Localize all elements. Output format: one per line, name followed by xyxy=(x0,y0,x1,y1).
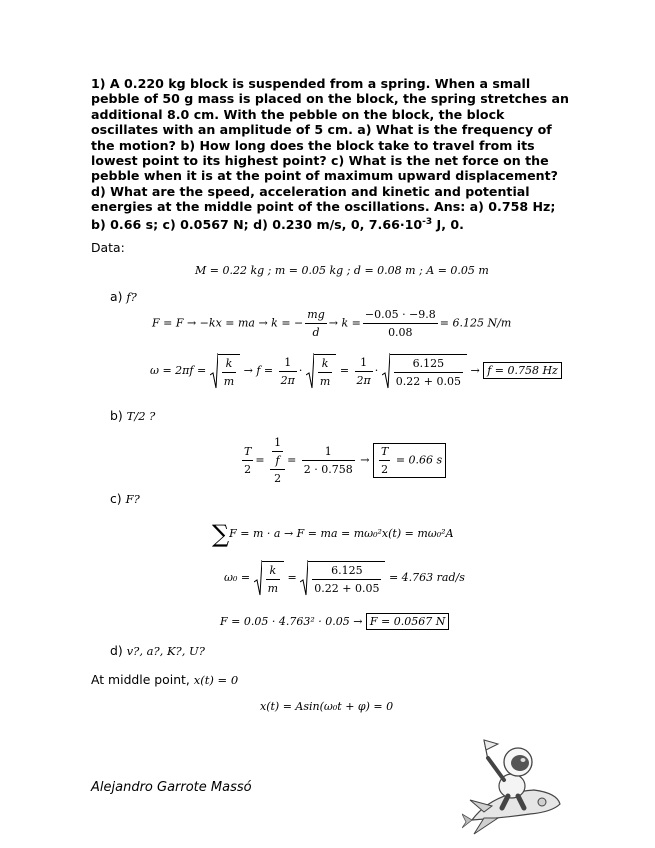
astronaut-rocket-illustration xyxy=(462,738,562,838)
problem-exponent: -3 xyxy=(422,216,433,227)
spring-constant-equation: F = F → −kx = ma → k = − $\frac{mg}{d}$ → k = $\frac{-0.05 \cdot -9.8}{0.08}$ = 6.125 N/m xyxy=(152,308,512,339)
part-b-label: b) T/2 ? xyxy=(110,408,156,423)
answer-half-period: $\frac{T}{2}$ = 0.66 s xyxy=(373,443,446,478)
problem-text: 1) A 0.220 kg block is suspended from a spring. When a small pebble of 50 g mass is placed on the block, the spring stretches an additional 8.0 cm. With the pebble on the block, the block oscillates with an amplitude of 5 cm. a) What is the frequency of the motion? b) How long does the block take to travel from its lowest point to its highest point? c) What is the net force on the pebble when it is at the point of maximum upward displacement? d) What are the speed, acceleration and kinetic and potential energies at the middle point of the oscillations. Ans: a) 0.758 Hz; b) 0.66 s; c) 0.0567 N; d) 0.230 m/s, 0, 7.66·10 xyxy=(91,76,569,232)
part-d-label: d) v?, a?, K?, U? xyxy=(110,643,205,658)
data-label: Data: xyxy=(91,240,125,255)
data-equation: M = 0.22 kg ; m = 0.05 kg ; d = 0.08 m ; A = 0.05 m xyxy=(195,264,489,277)
half-period-equation: $\frac{T}{2}$ = $\frac{\frac{1}{f}}{2}$ = $\frac{1}{2 \cdot 0.758}$ → $\frac{T}{2}$ = 0.66 s xyxy=(240,436,446,485)
author-signature: Alejandro Garrote Massó xyxy=(91,780,252,795)
problem-tail: J, 0. xyxy=(432,216,464,232)
force-calculation: F = 0.05 · 4.763² · 0.05 → F = 0.0567 N xyxy=(220,613,449,630)
position-equation: x(t) = Asin(ω₀t + φ) = 0 xyxy=(260,700,394,713)
net-force-equation: ∑F = m · a → F = ma = mω₀²x(t) = mω₀²A xyxy=(212,520,454,548)
part-a-label: a) f? xyxy=(110,289,137,304)
angular-frequency-equation: ω₀ = $\frac{k}{m}$ = $\frac{6.125}{0.22 + 0.05}$ = 4.763 rad/s xyxy=(224,560,465,596)
part-c-label: c) F? xyxy=(110,491,140,506)
frequency-equation: ω = 2πf = $\frac{k}{m}$ → f = $\frac{1}{2\pi}$ · $\frac{k}{m}$ = $\frac{1}{2\pi}$ · $\frac{6.125}{0.22 + 0.05}$ → f = 0.758 Hz xyxy=(150,353,562,389)
problem-statement xyxy=(91,76,571,232)
answer-force: F = 0.0567 N xyxy=(366,613,449,630)
middle-point-text: At middle point, x(t) = 0 xyxy=(91,672,239,687)
answer-frequency: f = 0.758 Hz xyxy=(483,362,562,379)
